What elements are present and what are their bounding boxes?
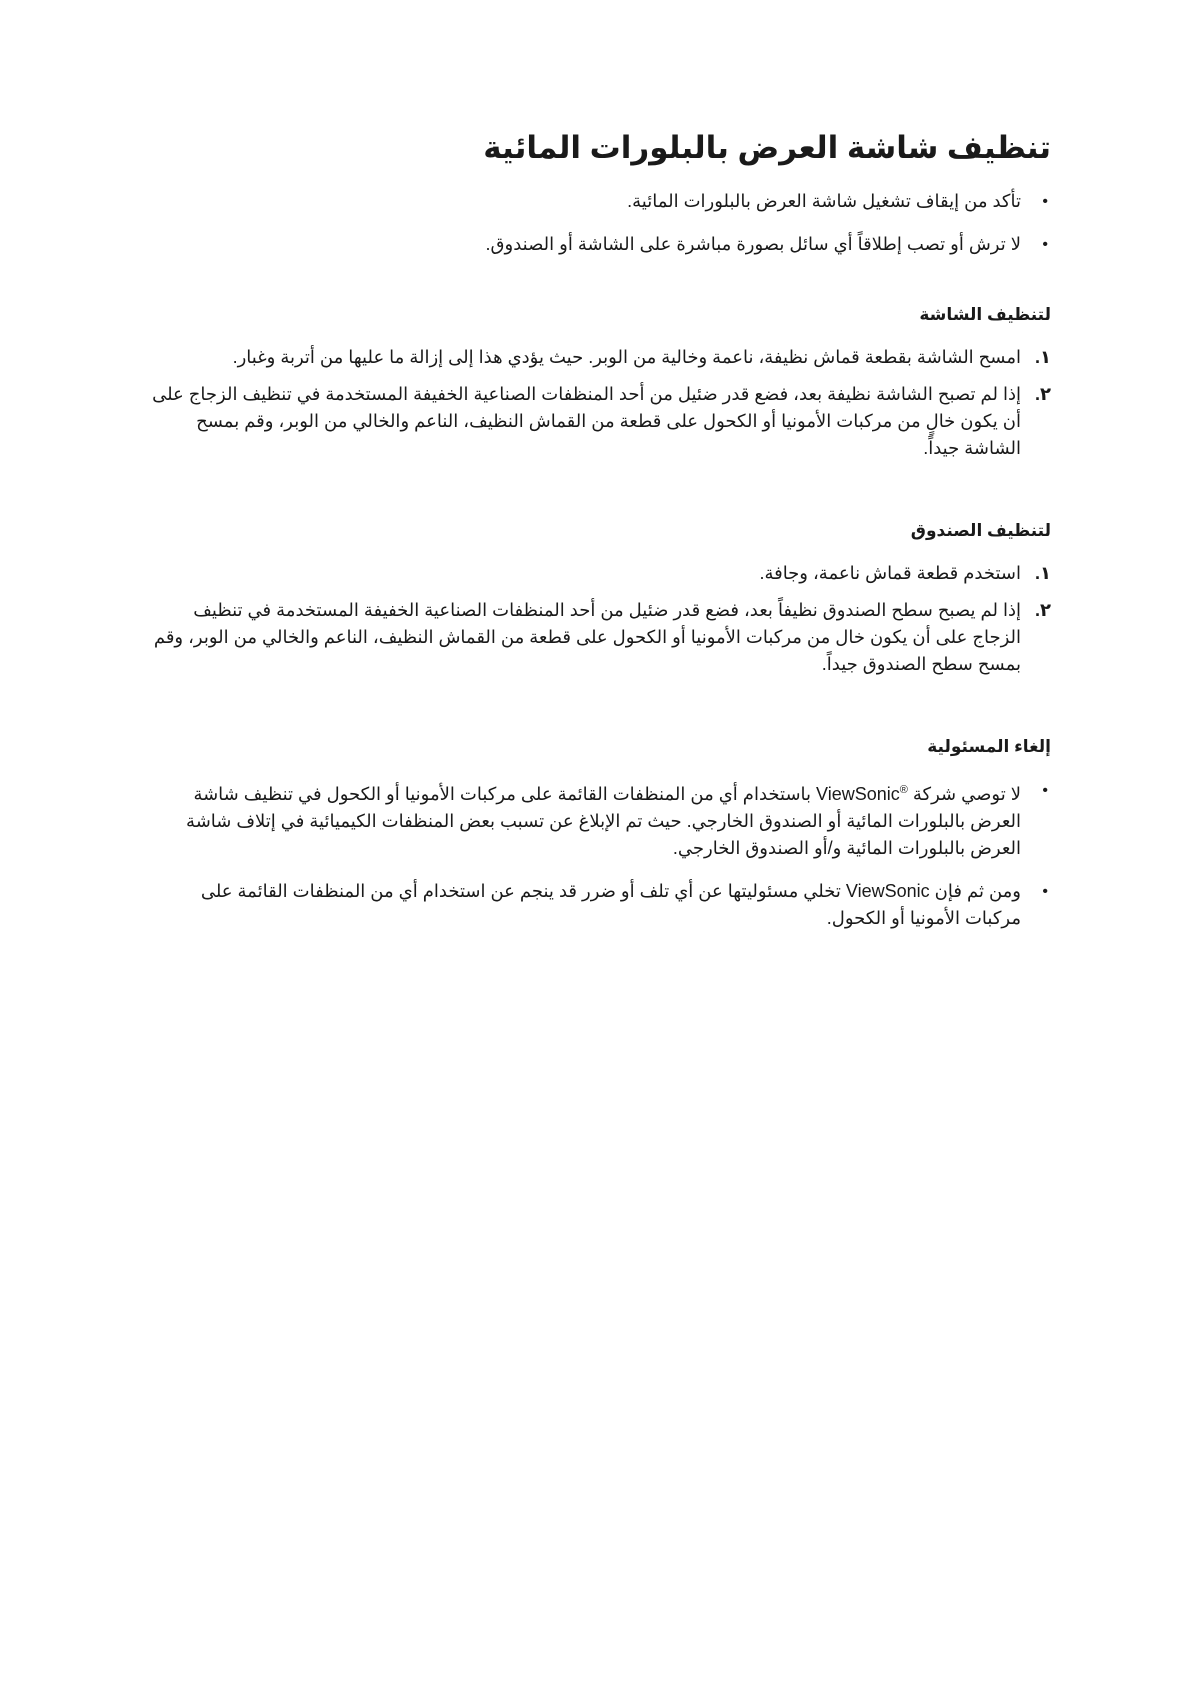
brand-name: ViewSonic: [845, 880, 930, 901]
list-item: [145, 878, 1051, 932]
list-item: [145, 231, 1051, 258]
disclaimer-section: [145, 736, 1051, 931]
step-number: ١.: [1034, 563, 1051, 584]
step-text: استخدم قطعة قماش ناعمة، وجافة.: [759, 563, 1021, 584]
disclaimer-text-start: لا توصي شركة: [912, 783, 1021, 804]
bullet-text: لا ترش أو تصب إطلاقاً أي سائل بصورة مباشرة على الشاشة أو الصندوق.: [485, 234, 1021, 255]
document-content: [145, 128, 1051, 948]
brand-name: [816, 777, 908, 808]
section-heading: إلغاء المسئولية: [927, 737, 1051, 757]
bullet-marker: •: [1042, 193, 1048, 211]
step-text: إذا لم تصبح الشاشة نظيفة بعد، فضع قدر ضئيل من أحد المنظفات الصناعية الخفيفة المستخدمة في تنظيف الزجاج على أن يكون خالٍ من مركبات الأمونيا أو الكحول على قطعة من القماش النظيف، الناعم والخالي من الوبر، وقم بمسح الشاشة جيداً.: [152, 384, 1021, 459]
screen-cleaning-section: [145, 304, 1051, 462]
bullet-marker: •: [1042, 781, 1048, 799]
bullet-marker: •: [1042, 236, 1048, 254]
brand-text: ViewSonic: [816, 783, 900, 804]
case-steps-list: [145, 560, 1051, 678]
case-cleaning-section: [145, 520, 1051, 678]
list-item: [145, 344, 1051, 371]
step-number: ٢.: [1034, 384, 1051, 405]
list-item: [145, 597, 1051, 678]
intro-bullet-list: [145, 188, 1051, 258]
disclaimer-text-start: ومن ثم فإن: [934, 880, 1021, 901]
disclaimer-text-end: باستخدام أي من المنظفات القائمة على مركبات الأمونيا أو الكحول في تنظيف شاشة العرض بالبلورات المائية أو الصندوق الخارجي. حيث تم الإبلاغ عن تسبب بعض المنظفات الكيميائية في إتلاف شاشة العرض بالبلورات المائية و/أو الصندوق الخارجي.: [186, 783, 1021, 858]
bullet-text: تأكد من إيقاف تشغيل شاشة العرض بالبلورات المائية.: [627, 191, 1021, 212]
list-item: [145, 560, 1051, 587]
page-title: تنظيف شاشة العرض بالبلورات المائية: [483, 130, 1051, 165]
section-heading: لتنظيف الشاشة: [919, 305, 1051, 325]
bullet-marker: •: [1042, 882, 1048, 900]
section-heading: لتنظيف الصندوق: [910, 521, 1051, 541]
list-item: [145, 188, 1051, 215]
screen-steps-list: [145, 344, 1051, 462]
registered-mark: ®: [899, 783, 908, 796]
step-text: إذا لم يصبح سطح الصندوق نظيفاً بعد، فضع قدر ضئيل من أحد المنظفات الصناعية الخفيفة المستخدمة في تنظيف الزجاج على أن يكون خال من مركبات الأمونيا أو الكحول على قطعة من القماش النظيف، الناعم والخالي من الوبر، وقم بمسح سطح الصندوق جيداً.: [153, 600, 1021, 675]
step-number: ٢.: [1034, 600, 1051, 621]
bullet-text: [145, 777, 1021, 862]
list-item: [145, 381, 1051, 462]
list-item: [145, 777, 1051, 862]
bullet-text: [145, 878, 1021, 932]
step-text: امسح الشاشة بقطعة قماش نظيفة، ناعمة وخالية من الوبر. حيث يؤدي هذا إلى إزالة ما عليها من أتربة وغبار.: [232, 347, 1021, 368]
disclaimer-text-end: تخلي مسئوليتها عن أي تلف أو ضرر قد ينجم عن استخدام أي من المنظفات القائمة على مركبات الأمونيا أو الكحول.: [200, 880, 1021, 928]
step-number: ١.: [1034, 347, 1051, 368]
disclaimer-bullet-list: [145, 777, 1051, 932]
